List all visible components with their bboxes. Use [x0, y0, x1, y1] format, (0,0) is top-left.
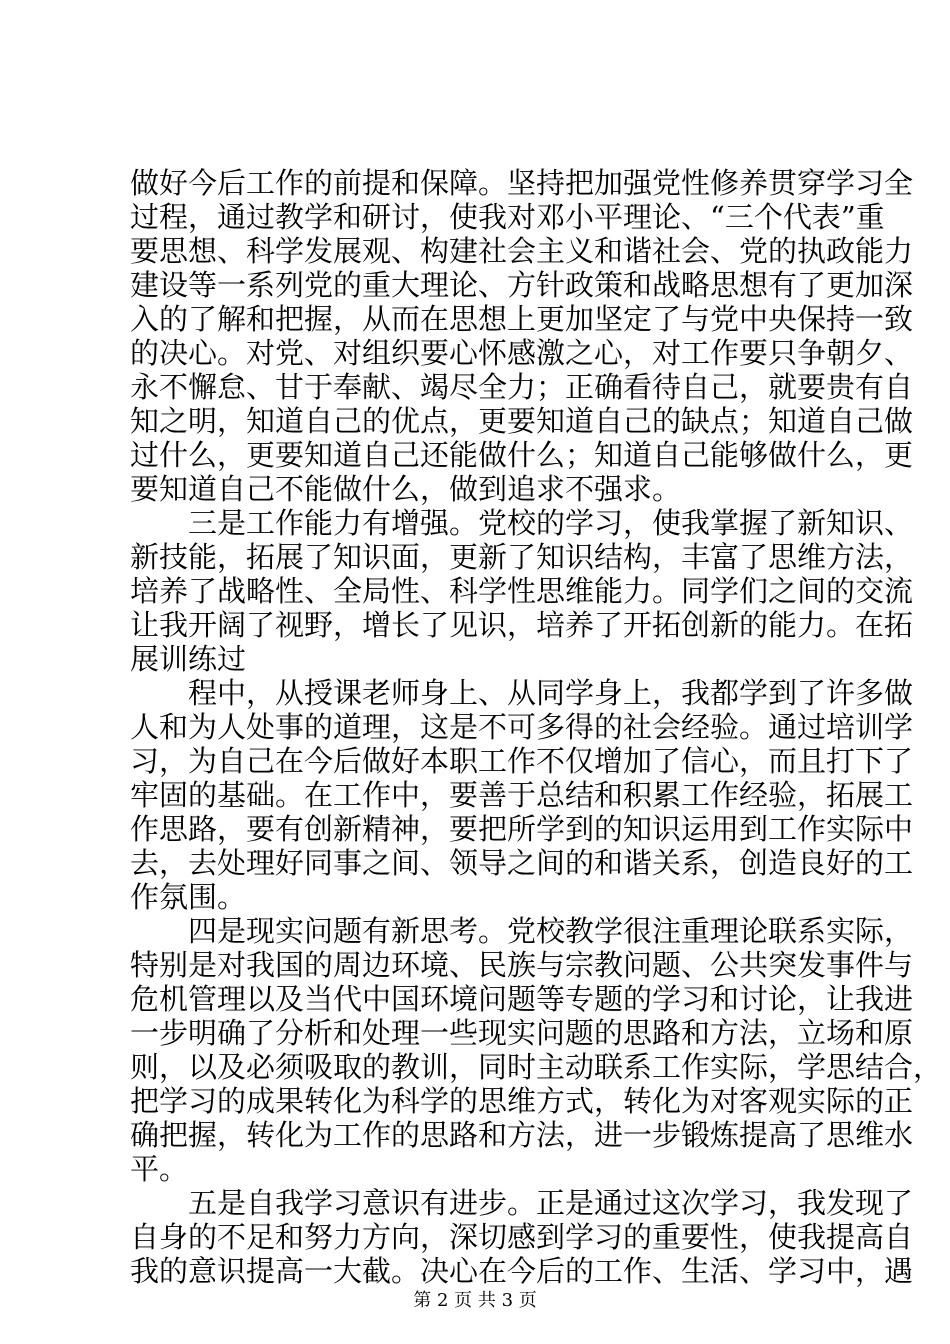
page-footer: 第 2 页 共 3 页: [413, 1290, 537, 1311]
text-line: 入的了解和把握，从而在思想上更加坚定了与党中央保持一致: [130, 302, 914, 336]
text-line: 去，去处理好同事之间、领导之间的和谐关系，创造良好的工: [130, 846, 914, 880]
text-line: 程中，从授课老师身上、从同学身上，我都学到了许多做: [130, 676, 914, 710]
text-line: 特别是对我国的周边环境、民族与宗教问题、公共突发事件与: [130, 948, 914, 982]
text-line: 过程，通过教学和研讨，使我对邓小平理论、“三个代表”重: [130, 200, 885, 234]
text-line: 过什么，更要知道自己还能做什么；知道自己能够做什么，更: [130, 438, 914, 472]
text-line: 则，以及必须吸取的教训，同时主动联系工作实际，学思结合，: [130, 1050, 943, 1084]
text-line: 建设等一系列党的重大理论、方针政策和战略思想有了更加深: [130, 268, 914, 302]
text-line: 永不懈怠、甘于奉献、竭尽全力；正确看待自己，就要贵有自: [130, 370, 914, 404]
text-line: 人和为人处事的道理，这是不可多得的社会经验。通过培训学: [130, 710, 914, 744]
text-line: 确把握，转化为工作的思路和方法，进一步锻炼提高了思维水: [130, 1118, 914, 1152]
text-line: 我的意识提高一大截。决心在今后的工作、生活、学习中，遇: [130, 1254, 914, 1288]
text-line: 要思想、科学发展观、构建社会主义和谐社会、党的执政能力: [130, 234, 914, 268]
text-line: 三是工作能力有增强。党校的学习，使我掌握了新知识、: [130, 506, 914, 540]
text-line: 要知道自己不能做什么，做到追求不强求。: [130, 472, 682, 506]
text-line: 知之明，知道自己的优点，更要知道自己的缺点；知道自己做: [130, 404, 914, 438]
text-line: 作氛围。: [130, 880, 247, 914]
text-line: 牢固的基础。在工作中，要善于总结和积累工作经验，拓展工: [130, 778, 914, 812]
text-line: 作思路，要有创新精神，要把所学到的知识运用到工作实际中: [130, 812, 914, 846]
text-line: 自身的不足和努力方向，深切感到学习的重要性，使我提高自: [130, 1220, 914, 1254]
text-line: 做好今后工作的前提和保障。坚持把加强党性修养贯穿学习全: [130, 166, 914, 200]
text-line: 展训练过: [130, 642, 247, 676]
text-line: 一步明确了分析和处理一些现实问题的思路和方法，立场和原: [130, 1016, 914, 1050]
text-line: 平。: [130, 1152, 189, 1186]
text-line: 五是自我学习意识有进步。正是通过这次学习，我发现了: [130, 1186, 914, 1220]
text-line: 把学习的成果转化为科学的思维方式，转化为对客观实际的正: [130, 1084, 914, 1118]
text-line: 让我开阔了视野，增长了见识，培养了开拓创新的能力。在拓: [130, 608, 914, 642]
text-line: 新技能，拓展了知识面，更新了知识结构，丰富了思维方法，: [130, 540, 914, 574]
text-line: 危机管理以及当代中国环境问题等专题的学习和讨论，让我进: [130, 982, 914, 1016]
text-line: 习，为自己在今后做好本职工作不仅增加了信心，而且打下了: [130, 744, 914, 778]
text-line: 四是现实问题有新思考。党校教学很注重理论联系实际，: [130, 914, 914, 948]
text-line: 培养了战略性、全局性、科学性思维能力。同学们之间的交流: [130, 574, 914, 608]
text-line: 的决心。对党、对组织要心怀感激之心，对工作要只争朝夕、: [130, 336, 914, 370]
